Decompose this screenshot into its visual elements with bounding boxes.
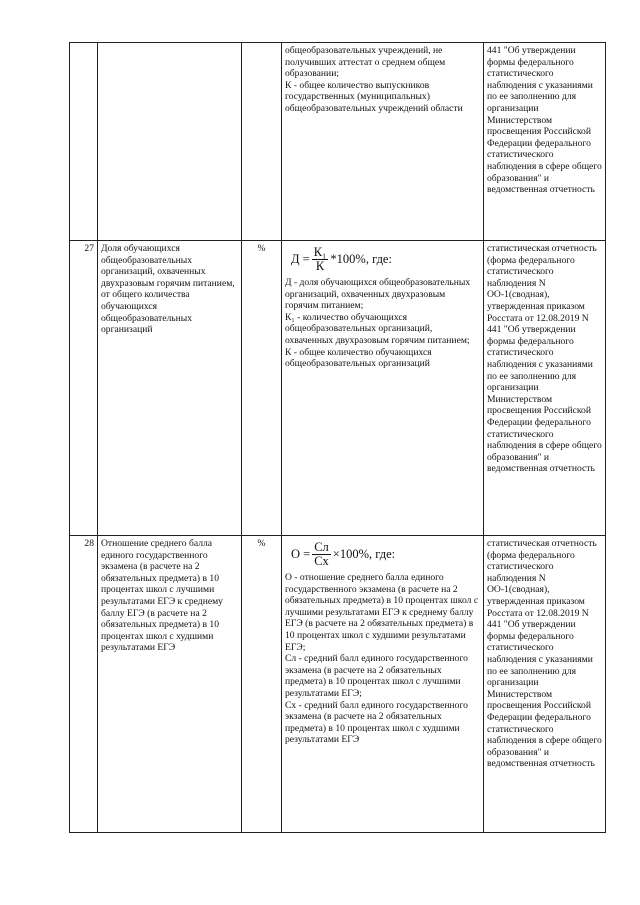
table-row xyxy=(70,241,606,536)
row-number: 27 xyxy=(70,241,98,536)
formula-denominator: К xyxy=(315,259,325,273)
indicator-name: Отношение среднего балла единого государственного экзамена (в расчете на 2 обязательных предмета) в 10 процентах школ с лучшими результатами ЕГЭ к среднему баллу ЕГЭ (в расчете на 2 обязательных предмета) в 10 процентах школ с худшими результатами ЕГЭ xyxy=(98,536,242,833)
formula-numerator: Сл xyxy=(314,540,329,554)
method-text: общеобразовательных учреждений, не получивших аттестат о среднем общем образовании; xyxy=(285,45,446,80)
method-text: Сх - средний балл единого государственного экзамена (в расчете на 2 обязательных предмета) в 10 процентах школ с худшими результатами ЕГЭ xyxy=(285,699,468,746)
unit-cell: % xyxy=(242,241,282,536)
method-text: Сл - средний балл единого государственного экзамена (в расчете на 2 обязательных предмета) в 10 процентах школ с лучшими результатами ЕГЭ; xyxy=(285,653,468,699)
method-text: Д - доля обучающихся общеобразовательных организаций, охваченных двухразовым горячим питанием; xyxy=(285,277,471,312)
formula-denominator: Сх xyxy=(314,554,329,568)
formula-lhs: О = xyxy=(291,546,311,561)
unit-cell xyxy=(242,43,282,241)
formula xyxy=(291,541,480,568)
method-cell xyxy=(282,536,484,833)
formula-numerator: К₁ xyxy=(313,245,327,259)
method-text: О - отношение среднего балла единого государственного экзамена (в расчете на 2 обязательных предмета) в 10 процентах школ с лучшими результатами ЕГЭ к среднему баллу ЕГЭ (в расчете на 2 обязательных предмета) в 10 процентах школ с худшими результатами ЕГЭ; xyxy=(285,572,479,653)
row-number xyxy=(70,43,98,241)
method-text: К₁ - количество обучающихся общеобразовательных организаций, охваченных двухразовым горячим питанием; xyxy=(285,311,470,346)
formula-lhs: Д = xyxy=(291,251,310,266)
formula-fraction xyxy=(312,541,331,568)
method-cell xyxy=(282,43,484,241)
row-number: 28 xyxy=(70,536,98,833)
source-cell: 441 "Об утверждении формы федерального статистического наблюдения с указаниями по ее заполнению для организации Министерством просвещения Российской Федерации федерального статистического наблюдения в сфере общего образования" и ведомственная отчетность xyxy=(484,43,606,241)
indicator-name xyxy=(98,43,242,241)
method-text: К - общее количество обучающихся общеобразовательных организаций xyxy=(285,346,432,370)
formula-fraction xyxy=(312,246,329,273)
formula-rhs: ×100%, где: xyxy=(332,546,396,561)
formula xyxy=(291,246,480,273)
source-cell: статистическая отчетность (форма федерального статистического наблюдения N ОО-1(сводная), утвержденная приказом Росстата от 12.08.2019 N 441 "Об утверждении формы федерального статистического наблюдения с указаниями по ее заполнению для организации Министерством просвещения Российской Федерации федерального статистического наблюдения в сфере общего образования" и ведомственная отчетность xyxy=(484,241,606,536)
table-row xyxy=(70,536,606,833)
unit-cell: % xyxy=(242,536,282,833)
indicator-name: Доля обучающихся общеобразовательных организаций, охваченных двухразовым горячим питанием, от общего количества обучающихся общеобразовательных организаций xyxy=(98,241,242,536)
formula-rhs: *100%, где: xyxy=(330,251,392,266)
source-cell: статистическая отчетность (форма федерального статистического наблюдения N ОО-1(сводная), утвержденная приказом Росстата от 12.08.2019 N 441 "Об утверждении формы федерального статистического наблюдения с указаниями по ее заполнению для организации Министерством просвещения Российской Федерации федерального статистического наблюдения в сфере общего образования" и ведомственная отчетность xyxy=(484,536,606,833)
method-cell xyxy=(282,241,484,536)
indicators-table xyxy=(69,42,606,833)
table-row xyxy=(70,43,606,241)
method-text: К - общее количество выпускников государственных (муниципальных) общеобразовательных учреждений области xyxy=(285,79,463,114)
